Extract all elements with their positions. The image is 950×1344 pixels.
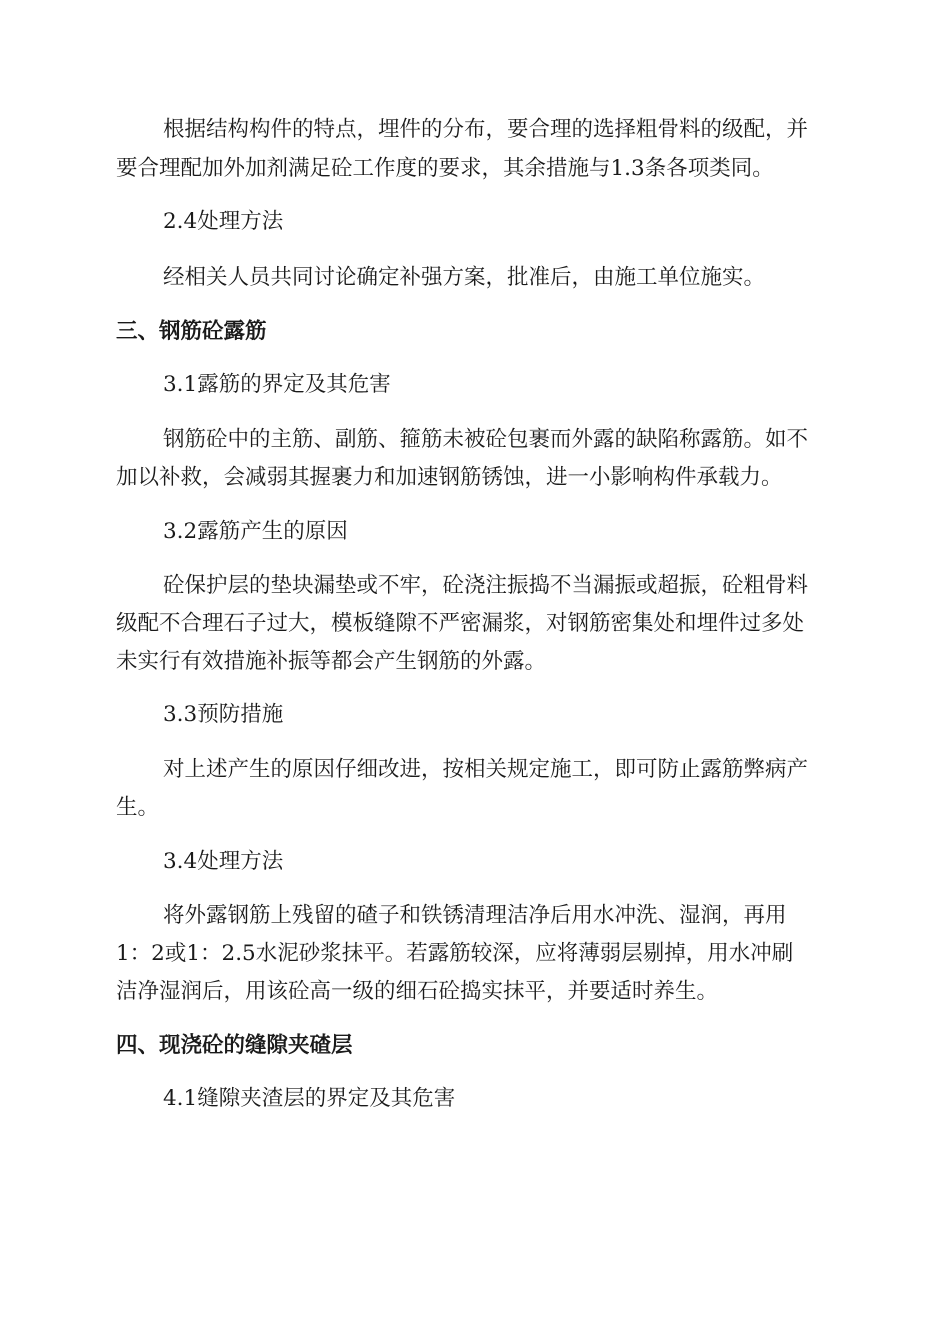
section-heading-3-2: 3.2露筋产生的原因 bbox=[163, 519, 348, 544]
paragraph-line: 加以补救，会减弱其握裹力和加速钢筋锈蚀，进一小影响构件承载力。 bbox=[116, 465, 783, 490]
paragraph-line: 生。 bbox=[116, 795, 160, 820]
paragraph-line: 钢筋砼中的主筋、副筋、箍筋未被砼包裹而外露的缺陷称露筋。如不 bbox=[163, 427, 809, 452]
section-heading-2-4: 2.4处理方法 bbox=[163, 209, 284, 234]
paragraph-line: 将外露钢筋上残留的碴子和铁锈清理洁净后用水冲洗、湿润，再用 bbox=[163, 903, 787, 928]
paragraph-line: 对上述产生的原因仔细改进，按相关规定施工，即可防止露筋弊病产 bbox=[163, 757, 809, 782]
paragraph-line: 根据结构构件的特点，埋件的分布，要合理的选择粗骨料的级配，并 bbox=[163, 117, 809, 142]
paragraph-line: 砼保护层的垫块漏垫或不牢，砼浇注振捣不当漏振或超振，砼粗骨料 bbox=[163, 573, 809, 598]
section-heading-4-1: 4.1缝隙夹渣层的界定及其危害 bbox=[163, 1086, 456, 1111]
paragraph-line: 要合理配加外加剂满足砼工作度的要求，其余措施与1.3条各项类同。 bbox=[116, 156, 774, 181]
paragraph-line: 洁净湿润后，用该砼高一级的细石砼捣实抹平，并要适时养生。 bbox=[116, 979, 719, 1004]
chapter-heading-4: 四、现浇砼的缝隙夹碴层 bbox=[116, 1033, 353, 1058]
section-heading-3-1: 3.1露筋的界定及其危害 bbox=[163, 372, 391, 397]
paragraph-line: 经相关人员共同讨论确定补强方案，批准后，由施工单位施实。 bbox=[163, 265, 766, 290]
paragraph-line: 未实行有效措施补振等都会产生钢筋的外露。 bbox=[116, 649, 547, 674]
section-heading-3-4: 3.4处理方法 bbox=[163, 849, 284, 874]
paragraph-line: 级配不合理石子过大，模板缝隙不严密漏浆，对钢筋密集处和埋件过多处 bbox=[116, 611, 805, 636]
paragraph-line: 1：2或1：2.5水泥砂浆抹平。若露筋较深，应将薄弱层剔掉，用水冲刷 bbox=[116, 941, 794, 966]
section-heading-3-3: 3.3预防措施 bbox=[163, 702, 284, 727]
chapter-heading-3: 三、钢筋砼露筋 bbox=[116, 319, 267, 344]
